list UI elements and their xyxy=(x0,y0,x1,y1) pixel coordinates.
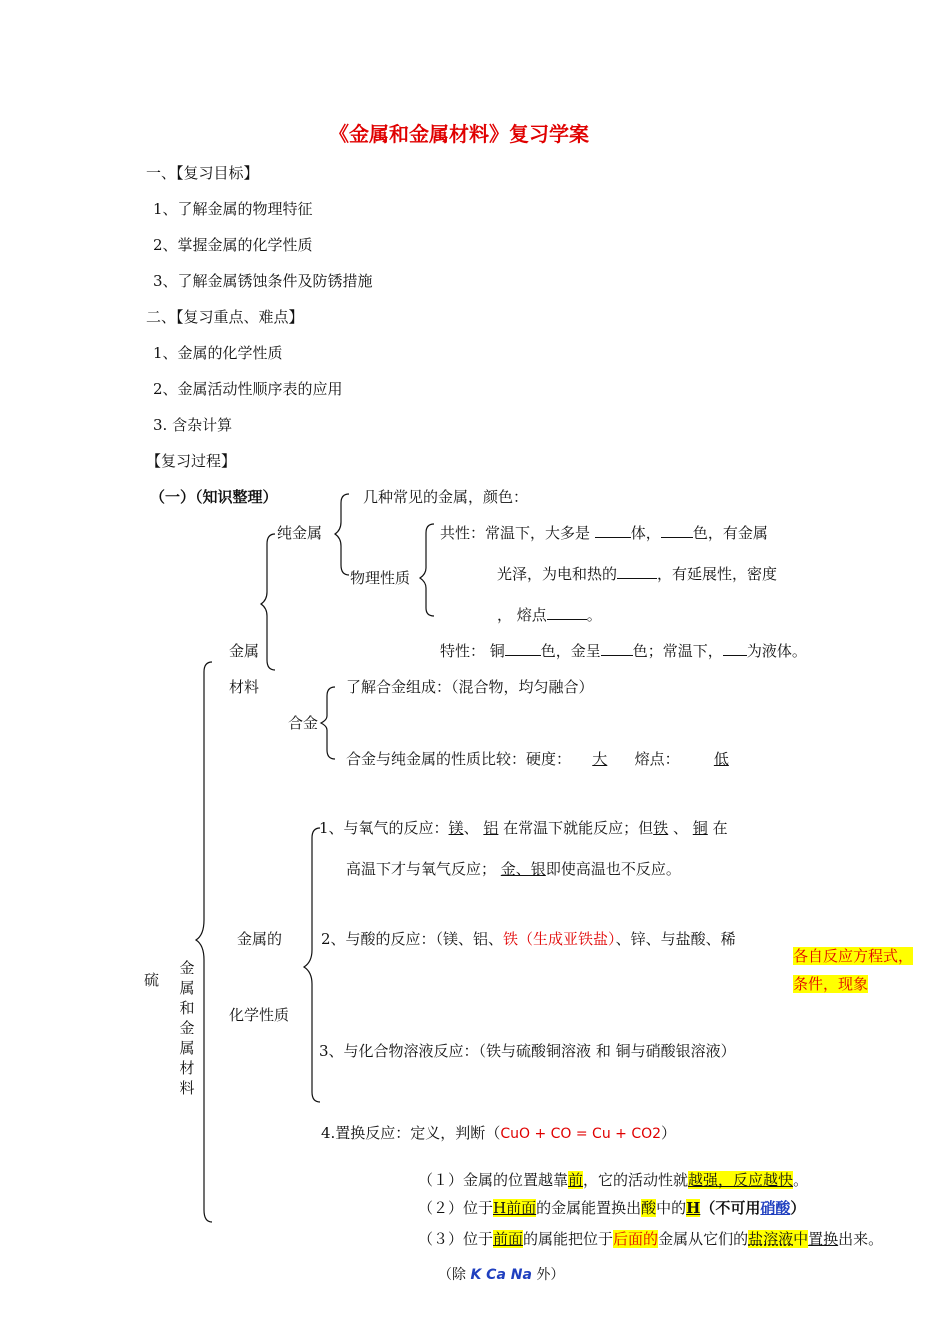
common-text-b: 体， xyxy=(630,524,661,542)
common-text-f: ， 熔点 xyxy=(497,606,547,624)
side-note-line1 xyxy=(793,946,913,966)
section-heading-key-points: 二、【复习重点、难点】 xyxy=(146,308,304,326)
section-heading-objectives: 一、【复习目标】 xyxy=(146,164,259,182)
rule1-stronger: 越强，反应越快 xyxy=(688,1171,794,1189)
objective-item: 2、掌握金属的化学性质 xyxy=(153,236,313,254)
common-text-g: 。 xyxy=(586,606,602,624)
objective-item: 3、了解金属锈蚀条件及防锈措施 xyxy=(153,272,373,290)
bracket-metal-materials xyxy=(261,534,275,670)
alloy-melting-text: 熔点： xyxy=(634,750,680,768)
common-text-c: 色，有金属 xyxy=(692,524,768,542)
rule-3 xyxy=(418,1229,883,1249)
oxygen-text-e: 即使高温也不反应。 xyxy=(545,860,681,878)
oxygen-sep: 、 xyxy=(463,819,479,837)
rule3-text-d: 中 xyxy=(793,1230,809,1248)
part-title: （一）（知识整理） xyxy=(150,488,278,506)
common-props-line2 xyxy=(497,564,777,584)
oxygen-text-b: 在常温下就能反应；但 xyxy=(503,819,654,837)
rule3-text-b: 的属能把位于 xyxy=(523,1230,614,1248)
oxygen-text-c: 在 xyxy=(712,819,728,837)
acid-text-b: 、锌、与盐酸、稀 xyxy=(615,930,736,948)
blank-melting xyxy=(547,605,587,620)
bracket-physical xyxy=(420,524,434,616)
oxygen-text-d: 高温下才与氧气反应； xyxy=(346,860,497,878)
rule3-salt-solution: 盐溶液 xyxy=(748,1230,794,1248)
rule-exception xyxy=(438,1265,564,1285)
rule2-text-a: （２）位于 xyxy=(418,1199,494,1217)
oxygen-sep: 、 xyxy=(672,819,688,837)
replacement-line xyxy=(321,1123,676,1144)
label-physical-props: 物理性质 xyxy=(350,569,411,587)
exception-text-b: 外） xyxy=(531,1267,565,1283)
rule1-front: 前 xyxy=(568,1171,584,1189)
rule1-text-c: 。 xyxy=(793,1171,809,1189)
blank-gold-color xyxy=(601,641,633,656)
blank-liquid-metal xyxy=(723,641,747,656)
label-chem-2: 化学性质 xyxy=(229,1006,290,1024)
oxygen-reaction-line2 xyxy=(346,859,681,879)
oxygen-al: 铝 xyxy=(483,819,499,837)
key-point-item: 3. 含杂计算 xyxy=(153,416,233,434)
rule2-h: H xyxy=(686,1199,701,1217)
objective-item: 1、了解金属的物理特征 xyxy=(153,200,313,218)
bracket-alloy xyxy=(321,687,335,759)
rule2-text-e: ） xyxy=(790,1199,806,1217)
rule3-text-c: 金属从它们的 xyxy=(658,1230,749,1248)
rule2-nitric-acid: 硝酸 xyxy=(760,1199,791,1217)
rule3-front: 前面 xyxy=(493,1230,524,1248)
oxygen-text-a: 1、与氧气的反应： xyxy=(319,819,449,837)
side-char: 硫 xyxy=(144,971,160,989)
acid-text-a: 2、与酸的反应：（镁、铝、 xyxy=(321,930,504,948)
rule2-h-front: H前面 xyxy=(493,1199,537,1217)
replacement-example: CuO + CO = Cu + CO2 xyxy=(500,1126,662,1142)
alloy-compare-text: 合金与纯金属的性质比较：硬度： xyxy=(346,750,572,768)
vertical-label-metal-materials: 金属和金属材料 xyxy=(179,959,195,1097)
common-props-line1 xyxy=(440,523,768,543)
special-text-b: 色，金呈 xyxy=(540,642,601,660)
side-note-conditions: 条件，现象 xyxy=(793,975,869,993)
rule3-text-e: 出来。 xyxy=(838,1230,884,1248)
common-text-a: 共性：常温下，大多是 xyxy=(440,524,591,542)
oxygen-reaction-line1 xyxy=(319,818,728,838)
alloy-line2 xyxy=(346,749,758,769)
common-props-line3 xyxy=(497,605,602,625)
bracket-pure-metal xyxy=(335,494,349,575)
acid-reaction-line xyxy=(321,929,736,949)
rule2-text-d: （不可用 xyxy=(700,1199,761,1217)
alloy-hardness-answer: 大 xyxy=(592,750,608,768)
oxygen-fe: 铁 xyxy=(653,819,669,837)
special-text-c: 色；常温下， xyxy=(632,642,723,660)
label-chem-1: 金属的 xyxy=(237,930,283,948)
salt-reaction-line: 3、与化合物溶液反应：（铁与硫酸铜溶液 和 铜与硝酸银溶液） xyxy=(319,1042,736,1060)
key-point-item: 2、金属活动性顺序表的应用 xyxy=(153,380,343,398)
alloy-melting-answer: 低 xyxy=(713,750,729,768)
side-note-line2 xyxy=(793,974,868,994)
replacement-text-a: 4.置换反应：定义，判断（ xyxy=(321,1124,501,1142)
common-metals-line: 几种常见的金属，颜色： xyxy=(363,488,529,506)
label-materials: 材料 xyxy=(229,678,260,696)
rule3-back: 后面的 xyxy=(613,1230,659,1248)
bracket-chemical xyxy=(304,828,320,1102)
label-alloy: 合金 xyxy=(288,714,319,732)
rule1-text-b: ，它的活动性就 xyxy=(583,1171,689,1189)
oxygen-cu: 铜 xyxy=(692,819,708,837)
key-point-item: 1、金属的化学性质 xyxy=(153,344,283,362)
special-text-a: 特性： 铜 xyxy=(440,642,505,660)
common-text-e: ，有延展性，密度 xyxy=(657,565,778,583)
oxygen-au-ag: 金、银 xyxy=(500,860,546,878)
bracket-main xyxy=(196,662,212,1222)
rule2-text-b: 的金属能置换出 xyxy=(536,1199,642,1217)
rule1-text-a: （１）金属的位置越靠 xyxy=(418,1171,569,1189)
oxygen-mg: 镁 xyxy=(448,819,464,837)
rule-1 xyxy=(418,1170,808,1190)
label-pure-metal: 纯金属 xyxy=(277,524,323,542)
blank-state xyxy=(595,523,631,538)
exception-text-a: （除 xyxy=(438,1267,471,1283)
rule2-text-c: 中的 xyxy=(656,1199,687,1217)
blank-copper-color xyxy=(505,641,541,656)
special-props-line xyxy=(440,641,807,661)
page-title: 《金属和金属材料》复习学案 xyxy=(329,122,589,146)
section-heading-process: 【复习过程】 xyxy=(146,452,237,470)
common-text-d: 光泽，为电和热的 xyxy=(497,565,618,583)
acid-iron-note: 铁（生成亚铁盐） xyxy=(503,930,616,948)
alloy-line1: 了解合金组成：（混合物，均匀融合） xyxy=(346,678,594,696)
rule-2 xyxy=(418,1198,805,1218)
rule3-text-a: （３）位于 xyxy=(418,1230,494,1248)
blank-conductor xyxy=(617,564,657,579)
replacement-text-b: ） xyxy=(661,1124,677,1142)
side-note-equations: 各自反应方程式， xyxy=(793,947,914,965)
rule3-replace: 置换 xyxy=(808,1230,839,1248)
rule2-acid: 酸 xyxy=(641,1199,657,1217)
blank-color xyxy=(661,523,693,538)
exception-metals: K Ca Na xyxy=(470,1267,532,1283)
label-metal: 金属 xyxy=(229,642,260,660)
special-text-d: 为液体。 xyxy=(746,642,807,660)
